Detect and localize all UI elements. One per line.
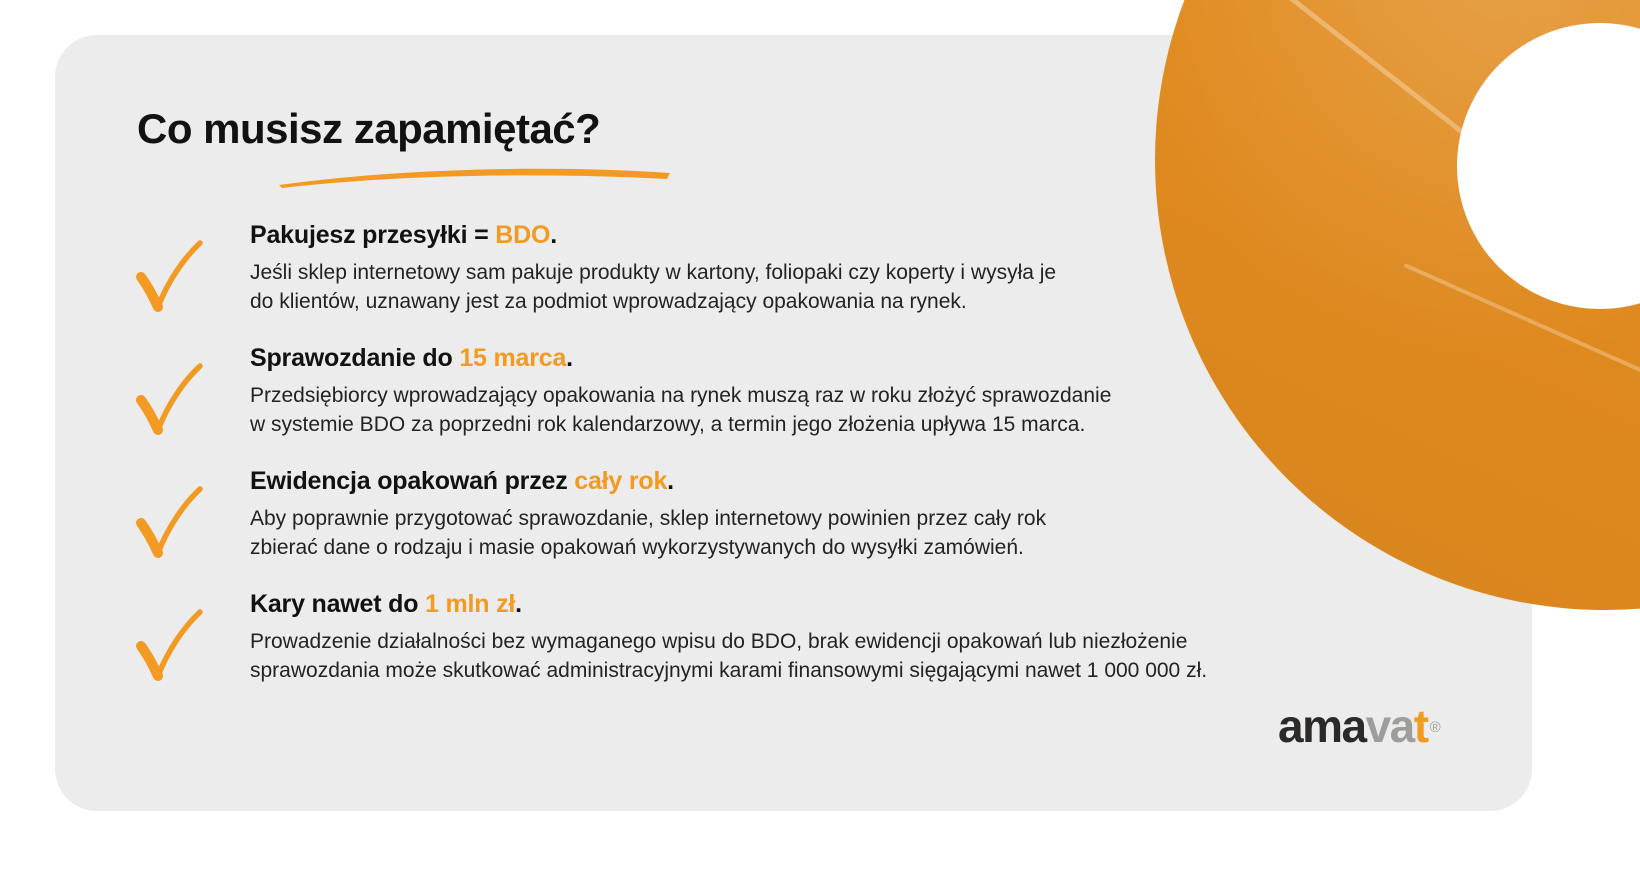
title-underline-swoosh-icon: [276, 164, 676, 190]
item-heading: [250, 220, 1368, 251]
body-line: zbierać dane o rodzaju i masie opakowań wykorzystywanych do wysyłki zamówień.: [250, 536, 1024, 559]
body-line: w systemie BDO za poprzedni rok kalendarzowy, a termin jego złożenia upływa 15 marca.: [250, 413, 1086, 436]
heading-text: Pakujesz przesyłki =: [250, 221, 496, 249]
checklist-item: [128, 343, 1368, 439]
body-line: Prowadzenie działalności bez wymaganego wpisu do BDO, brak ewidencji opakowań lub niezłożenie: [250, 630, 1188, 653]
body-line: Aby poprawnie przygotować sprawozdanie, sklep internetowy powinien przez cały rok: [250, 507, 1047, 530]
item-body: [250, 258, 1368, 316]
item-content: [250, 220, 1368, 316]
page-title: Co musisz zapamiętać?: [137, 105, 601, 152]
check-icon: [132, 240, 206, 314]
logo-part-gray: va: [1365, 700, 1414, 752]
heading-accent: BDO: [495, 221, 551, 249]
body-line: do klientów, uznawany jest za podmiot wprowadzający opakowania na rynek.: [250, 290, 967, 313]
heading-period: .: [566, 344, 573, 372]
item-body: [250, 504, 1368, 562]
item-content: [250, 589, 1368, 685]
checklist-item: [128, 220, 1368, 316]
item-heading: [250, 589, 1368, 620]
item-body: [250, 381, 1368, 439]
heading-accent: 15 marca: [459, 344, 567, 372]
checklist-item: [128, 466, 1368, 562]
heading-accent: 1 mln zł: [425, 590, 516, 618]
check-icon: [132, 486, 206, 560]
amavat-logo: [1278, 700, 1439, 752]
check-icon: [132, 609, 206, 683]
check-icon: [132, 363, 206, 437]
heading-text: Sprawozdanie do: [250, 344, 460, 372]
heading-accent: cały rok: [574, 467, 668, 495]
registered-trademark-icon: ®: [1429, 719, 1441, 736]
item-heading: [250, 466, 1368, 497]
body-line: sprawozdania może skutkować administracyjnymi karami finansowymi sięgającymi nawet 1 000 000 zł.: [250, 659, 1208, 682]
heading-text: Ewidencja opakowań przez: [250, 467, 575, 495]
item-content: [250, 466, 1368, 562]
logo-part-accent: t: [1413, 700, 1428, 752]
heading-period: .: [515, 590, 522, 618]
item-body: [250, 627, 1368, 685]
body-line: Przedsiębiorcy wprowadzający opakowania na rynek muszą raz w roku złożyć sprawozdanie: [250, 384, 1112, 407]
heading-text: Kary nawet do: [250, 590, 426, 618]
body-line: Jeśli sklep internetowy sam pakuje produkty w kartony, foliopaki czy koperty i wysyła je: [250, 261, 1057, 284]
item-content: [250, 343, 1368, 439]
checklist-item: [128, 589, 1368, 685]
logo-part-dark: ama: [1278, 700, 1366, 752]
heading-period: .: [550, 221, 557, 249]
item-heading: [250, 343, 1368, 374]
heading-period: .: [667, 467, 674, 495]
